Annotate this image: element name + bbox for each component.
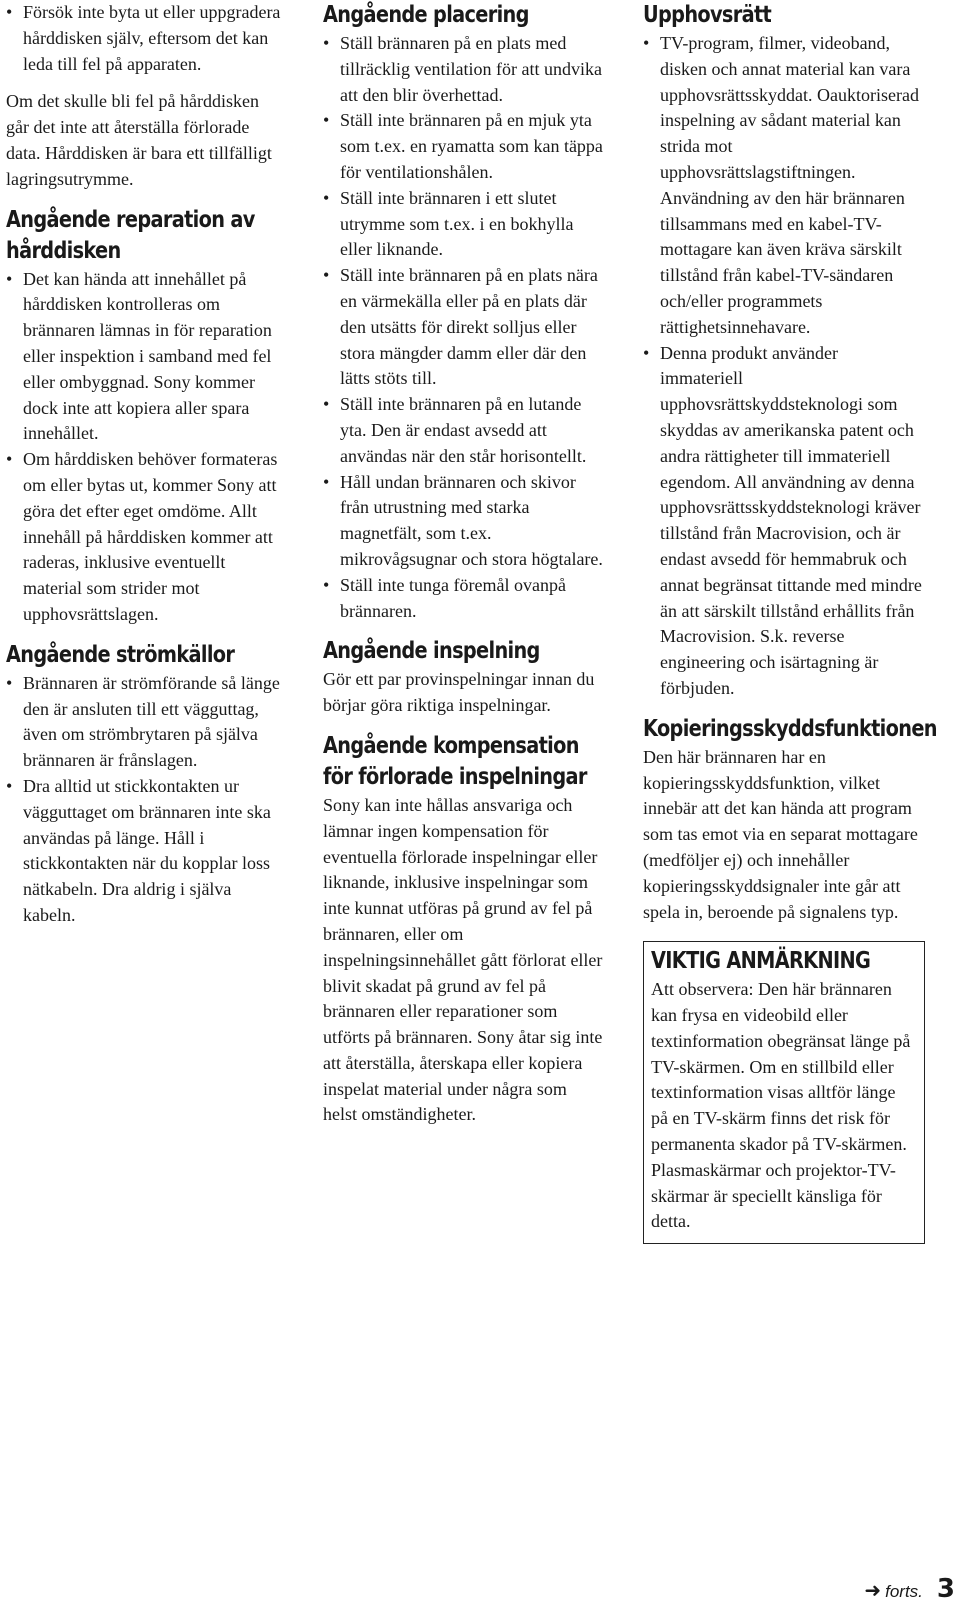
copyright-heading: Upphovsrätt (643, 2, 772, 28)
intro-bullet-list (6, 0, 284, 77)
repair-bullet-list (6, 267, 284, 628)
copyguard-heading: Kopieringsskyddsfunktionen (643, 715, 937, 742)
repair-bullet: • Det kan hända att innehållet på hårddisken kontrolleras om brännaren lämnas in för reparation eller inspektion i samband med fel eller ombyggnad. Sony kommer dock inte att kopiera aller spara innehållet. (6, 267, 284, 448)
recording-paragraph: Gör ett par provinspelningar innan du börjar göra riktiga inspelningar. (323, 669, 595, 716)
copyright-bullet: • TV-program, filmer, videoband, disken och annat material kan vara upphovsrättsskyddat. Oauktoriserad inspelning av sådant material kan strida mot upphovsrättslagstiftningen. Användning av den här brännaren tillsammans med en kabel-TV-mottagare kan även kräva särskilt tillstånd från kabel-TV-sändaren och/eller programmets rättighetsinnehavare. (643, 31, 925, 341)
column-middle (323, 0, 603, 1128)
power-bullet: • Dra alltid ut stickkontakten ur vägguttaget om brännaren inte ska användas på länge. Håll i stickkontakten när du kopplar loss nätkabeln. Dra aldrig i själva kabeln. (6, 774, 284, 929)
repair-bullet: • Om hårddisken behöver formateras om eller bytas ut, kommer Sony att göra det efter eget omdöme. Allt innehåll på hårddisken kommer att raderas, inklusive eventuellt material som strider mot upphovsrättslagen. (6, 447, 284, 628)
column-left (6, 0, 284, 929)
page-number: 3 (936, 1574, 955, 1604)
intro-bullet: • Försök inte byta ut eller uppgradera hårddisken själv, eftersom det kan leda till fel på apparaten. (6, 0, 284, 77)
placement-bullet: • Ställ inte brännaren i ett slutet utrymme som t.ex. i en bokhylla eller liknande. (323, 186, 603, 263)
compensation-paragraph: Sony kan inte hållas ansvariga och lämnar ingen kompensation för eventuella förlorade inspelningar eller liknande, inklusive inspelningar som inte kunnat utföras på grund av fel på brännaren, eller om inspelningsinnehållet gått förlorat eller blivit skadat på grund av fel på brännaren eller reparationer som utförts på brännaren. Sony åtar sig inte att återställa, återskapa eller kopiera inspelat material under några som helst omständigheter. (323, 794, 603, 1125)
continued-label: forts. (885, 1582, 923, 1601)
important-notice-paragraph: Att observera: Den här brännaren kan frysa en videobild eller textinformation obegränsat länge på TV-skärmen. Om en stillbild eller textinformation visas alltför länge på en TV-skärm finns det risk för permanenta skador på TV-skärmen. Plasmaskärmar och projektor-TV-skärmar är speciellt känsliga för detta. (651, 979, 911, 1232)
page-footer (864, 1574, 955, 1604)
placement-bullet: • Ställ brännaren på en plats med tillräcklig ventilation för att undvika att den blir överhettad. (323, 31, 603, 108)
recording-heading: Angående inspelning (323, 638, 540, 665)
placement-bullet: • Ställ inte brännaren på en plats nära en värmekälla eller på en plats där den utsätts för direkt solljus eller stora mängder damm eller där den lätts stöts till. (323, 263, 603, 392)
placement-bullet: • Ställ inte tunga föremål ovanpå brännaren. (323, 573, 603, 625)
placement-heading: Angående placering (323, 2, 529, 28)
copyright-bullet-list (643, 31, 925, 702)
placement-bullet-list (323, 31, 603, 624)
important-notice-box (643, 941, 925, 1244)
hdd-data-loss-paragraph: Om det skulle bli fel på hårddisken går det inte att återställa förlorade data. Hårddisken är bara ett tillfälligt lagringsutrymme. (6, 91, 272, 189)
power-heading: Angående strömkällor (6, 641, 235, 668)
placement-bullet: • Håll undan brännaren och skivor från utrustning med starka magnetfält, som t.ex. mikrovågsugnar och stora högtalare. (323, 470, 603, 573)
power-bullet: • Brännaren är strömförande så länge den är ansluten till ett vägguttag, även om strömbrytaren på själva brännaren är frånslagen. (6, 671, 284, 774)
compensation-heading: Angående kompensation för förlorade inspelningar (323, 732, 587, 790)
power-bullet-list (6, 671, 284, 929)
important-notice-heading: VIKTIG ANMÄRKNING (651, 948, 871, 975)
column-right (643, 0, 937, 1244)
copyright-bullet: • Denna produkt använder immateriell upphovsrättskyddsteknologi som skyddas av amerikanska patent och andra rättigheter till immateriell egendom. All användning av denna upphovsrättsskyddsteknologi kräver tillstånd från Macrovision, och är endast avsedd för hemmabruk och annat begränsat tittande med mindre än att särskilt tillstånd erhållits från Macrovision. S.k. reverse engineering och isärtagning är förbjuden. (643, 341, 925, 702)
placement-bullet: • Ställ inte brännaren på en mjuk yta som t.ex. en ryamatta som kan täppa för ventilationshålen. (323, 108, 603, 185)
placement-bullet: • Ställ inte brännaren på en lutande yta. Den är endast avsedd att användas när den står horisontellt. (323, 392, 603, 469)
right-arrow-icon: ➜ (864, 1578, 882, 1602)
copyguard-paragraph: Den här brännaren har en kopieringsskyddsfunktion, vilket innebär att det kan hända att program som tas emot via en separat mottagare (medföljer ej) och innehåller kopieringsskyddsignaler inte går att spela in, beroende på signalens typ. (643, 746, 918, 922)
repair-heading: Angående reparation av hårddisken (6, 206, 255, 264)
